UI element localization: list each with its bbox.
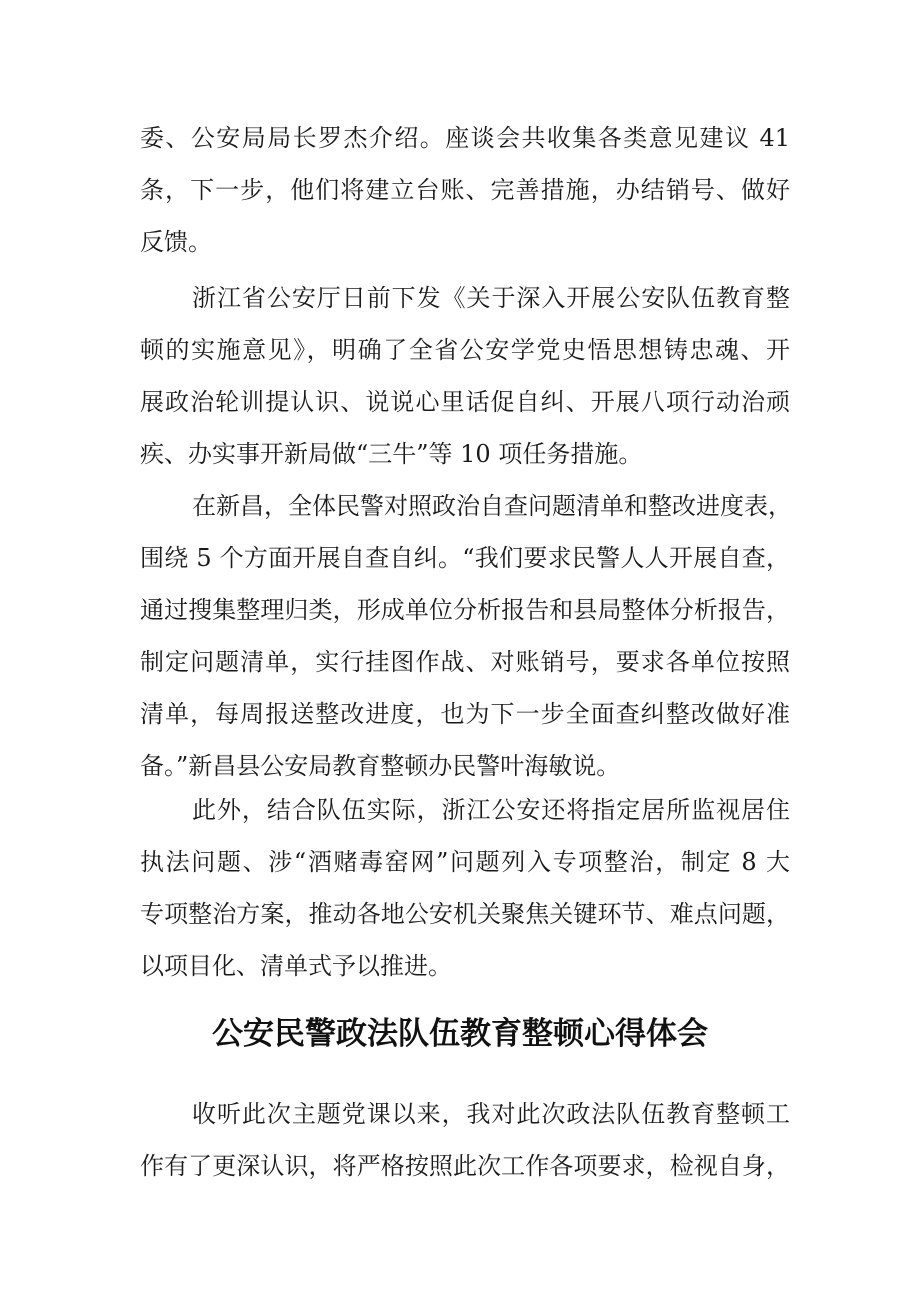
text-line: 条，下一步，他们将建立台账、完善措施，办结销号、做好 <box>140 176 790 204</box>
text-line: 作有了更深认识，将严格按照此次工作各项要求，检视自身， <box>140 1152 790 1180</box>
text-line: 执法问题、涉“酒赌毒窑网”问题列入专项整治，制定 8 大 <box>140 848 790 876</box>
text-line: 备。”新昌县公安局教育整顿办民警叶海敏说。 <box>140 752 621 780</box>
text-line: 制定问题清单，实行挂图作战、对账销号，要求各单位按照 <box>140 648 790 676</box>
text-line: 浙江省公安厅日前下发《关于深入开展公安队伍教育整 <box>192 284 790 312</box>
text-line: 此外，结合队伍实际，浙江公安还将指定居所监视居住 <box>192 796 790 824</box>
text-line: 收听此次主题党课以来，我对此次政法队伍教育整顿工 <box>192 1100 790 1128</box>
section-heading: 公安民警政法队伍教育整顿心得体会 <box>212 1016 708 1052</box>
text-line: 围绕 5 个方面开展自查自纠。“我们要求民警人人开展自查， <box>140 544 790 572</box>
text-line: 清单，每周报送整改进度，也为下一步全面查纠整改做好准 <box>140 700 790 728</box>
text-line: 反馈。 <box>140 228 212 256</box>
text-line: 顿的实施意见》，明确了全省公安学党史悟思想铸忠魂、开 <box>140 336 790 364</box>
text-line: 委、公安局局长罗杰介绍。座谈会共收集各类意见建议 41 <box>140 124 790 152</box>
text-line: 展政治轮训提认识、说说心里话促自纠、开展八项行动治顽 <box>140 388 790 416</box>
text-line: 专项整治方案，推动各地公安机关聚焦关键环节、难点问题， <box>140 900 790 928</box>
text-line: 以项目化、清单式予以推进。 <box>140 952 452 980</box>
text-line: 疾、办实事开新局做“三牛”等 10 项任务措施。 <box>140 440 643 468</box>
text-line: 通过搜集整理归类，形成单位分析报告和县局整体分析报告， <box>140 596 790 624</box>
text-line: 在新昌，全体民警对照政治自查问题清单和整改进度表， <box>192 492 792 520</box>
